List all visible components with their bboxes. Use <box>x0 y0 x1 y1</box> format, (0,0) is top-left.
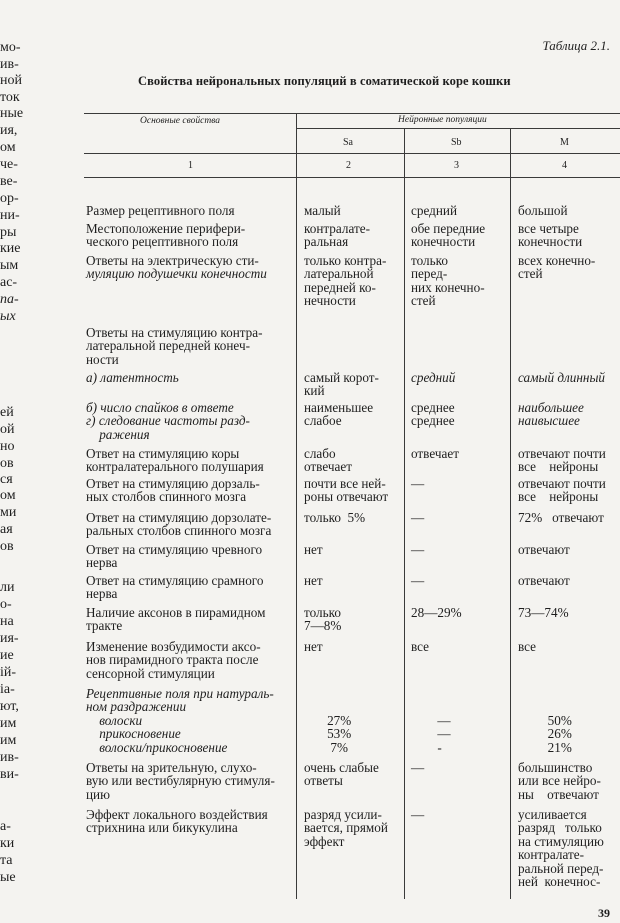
cell-m-row-10: отвечают <box>518 573 570 588</box>
cell-sb-row-5: среднее <box>411 400 455 415</box>
left-fragment: ia- <box>0 682 15 697</box>
left-fragment: ной <box>0 73 22 88</box>
left-fragment: ми <box>0 505 17 520</box>
cell-m-row-14: или все нейро- <box>518 773 601 789</box>
cell-sa-row-6: отвечает <box>304 459 352 475</box>
left-fragment: ры <box>0 225 17 240</box>
column-divider-2 <box>404 128 405 899</box>
cell-p-row-8: ральных столбов спинного мозга <box>86 523 272 539</box>
left-fragment: ов <box>0 539 14 554</box>
left-fragment: ие <box>0 648 14 663</box>
cell-m-row-6: отвечают почти <box>518 446 606 461</box>
cell-m-row-4: самый длинный <box>518 370 605 385</box>
cell-p-row-15: стрихнина или бикукулина <box>86 820 238 836</box>
left-fragment: че- <box>0 157 18 172</box>
cell-p-row-2: муляцию подушечки конечности <box>86 266 267 282</box>
cell-p-row-13: Рецептивные поля при натураль- <box>86 686 274 701</box>
cell-sb-row-2: перед- <box>411 266 448 282</box>
cell-sa-row-15: эффект <box>304 833 345 849</box>
cell-p-row-12: нов пирамидного тракта после <box>86 652 259 668</box>
cell-sa-row-1: контралате- <box>304 221 370 236</box>
cell-sa-row-2: латеральной <box>304 266 374 282</box>
cell-sa-row-13: 27% <box>304 712 352 728</box>
left-fragment: ви- <box>0 767 19 782</box>
cell-p-row-0: Размер рецептивного поля <box>86 203 235 218</box>
left-fragment: ас- <box>0 275 18 290</box>
left-fragment: ив- <box>0 57 19 72</box>
table-caption: Таблица 2.1. <box>542 38 610 53</box>
cell-sa-row-0: малый <box>304 203 341 218</box>
cell-sb-row-13: - <box>411 739 442 755</box>
cell-p-row-5: г) следование частоты разд- <box>86 413 250 429</box>
cell-sb-row-10: — <box>411 573 425 588</box>
cell-sb-row-9: — <box>411 542 425 557</box>
left-fragment: ные <box>0 106 24 121</box>
cell-sb-row-6: отвечает <box>411 446 459 461</box>
cell-sa-row-13: 7% <box>304 739 348 755</box>
left-fragment: ой <box>0 422 15 437</box>
cell-p-row-13: волоски <box>86 712 143 728</box>
cell-p-row-8: Ответ на стимуляцию дорзолате- <box>86 510 272 525</box>
cell-sb-row-1: обе передние <box>411 221 486 236</box>
left-fragment: та <box>0 853 13 868</box>
cell-m-row-2: всех конечно- <box>518 253 596 268</box>
left-fragment: ия- <box>0 631 19 646</box>
cell-m-row-15: контралате- <box>518 847 584 863</box>
cell-sb-row-8: — <box>411 510 425 525</box>
cell-p-row-9: Ответ на стимуляцию чревного <box>86 542 263 557</box>
cell-m-row-13: 21% <box>518 739 572 755</box>
cell-p-row-13: ном раздражении <box>86 699 187 715</box>
left-fragment: ым <box>0 258 19 273</box>
cell-sa-row-2: передней ко- <box>304 279 376 295</box>
left-fragment: ом <box>0 140 16 155</box>
cell-p-row-14: цию <box>86 786 110 802</box>
cell-m-row-7: все нейроны <box>518 489 599 505</box>
left-fragment: ій- <box>0 665 17 680</box>
cell-p-row-1: Местоположение перифери- <box>86 221 246 236</box>
cell-sa-row-4: самый корот- <box>304 370 379 385</box>
left-fragment: ая <box>0 522 13 537</box>
header-neuron-populations: Нейронные популяции <box>398 115 487 125</box>
left-fragment: па- <box>0 292 19 307</box>
cell-p-row-4: а) латентность <box>86 370 179 385</box>
cell-sb-row-5: среднее <box>411 413 455 429</box>
cell-sa-row-4: кий <box>304 383 325 399</box>
left-fragment: мо- <box>0 40 21 55</box>
left-fragment: им <box>0 733 17 748</box>
header-num-3: 3 <box>454 160 459 171</box>
cell-m-row-13: 50% <box>518 712 572 728</box>
table-group-rule <box>296 128 620 129</box>
cell-p-row-6: Ответ на стимуляцию коры <box>86 446 240 461</box>
left-fragment: ни- <box>0 208 20 223</box>
cell-sb-row-13: — <box>411 726 451 742</box>
cell-p-row-15: Эффект локального воздействия <box>86 807 268 822</box>
cell-m-row-1: все четыре <box>518 221 579 236</box>
header-sa: Sa <box>343 137 353 148</box>
cell-m-row-15: усиливается <box>518 807 587 822</box>
cell-sa-row-6: слабо <box>304 446 336 461</box>
left-fragment: ия, <box>0 123 18 138</box>
cell-sa-row-8: только 5% <box>304 510 366 525</box>
cell-m-row-0: большой <box>518 203 568 218</box>
cell-p-row-11: тракте <box>86 618 123 634</box>
cell-sa-row-1: ральная <box>304 234 349 250</box>
header-basic-properties: Основные свойства <box>140 116 221 126</box>
cell-m-row-15: ральной перед- <box>518 860 604 876</box>
cell-m-row-13: 26% <box>518 726 572 742</box>
left-fragment: ые <box>0 870 16 885</box>
cell-sb-row-1: конечности <box>411 234 476 250</box>
left-fragment: ор- <box>0 191 19 206</box>
cell-sa-row-11: 7—8% <box>304 618 342 634</box>
cell-sa-row-5: слабое <box>304 413 342 429</box>
cell-p-row-6: контралатерального полушария <box>86 459 264 475</box>
cell-sb-row-4: средний <box>411 370 456 385</box>
cell-p-row-3: Ответы на стимуляцию контра- <box>86 325 263 340</box>
cell-p-row-3: ности <box>86 351 119 367</box>
cell-sa-row-5: наименьшее <box>304 400 374 415</box>
left-fragment: им <box>0 716 17 731</box>
cell-p-row-7: Ответ на стимуляцию дорзаль- <box>86 476 260 491</box>
left-fragment: ей <box>0 405 14 420</box>
left-fragment: ли <box>0 580 15 595</box>
cell-sa-row-2: нечности <box>304 293 356 309</box>
table-subheader-rule <box>84 153 620 154</box>
left-fragment: но <box>0 439 15 454</box>
cell-p-row-7: ных столбов спинного мозга <box>86 489 247 505</box>
cell-sb-row-2: них конечно- <box>411 279 485 295</box>
header-num-4: 4 <box>562 160 567 171</box>
cell-m-row-8: 72% отвечают <box>518 510 604 525</box>
cell-p-row-3: латеральной передней конеч- <box>86 338 250 354</box>
left-fragment: ют, <box>0 699 19 714</box>
cell-sa-row-14: очень слабые <box>304 760 379 775</box>
cell-p-row-5: б) число спайков в ответе <box>86 400 234 415</box>
cell-m-row-14: большинство <box>518 760 593 775</box>
left-fragment: ов <box>0 456 14 471</box>
left-fragment: ся <box>0 472 13 487</box>
cell-m-row-12: все <box>518 639 537 654</box>
cell-sb-row-0: средний <box>411 203 458 218</box>
cell-sa-row-7: роны отвечают <box>304 489 389 505</box>
cell-m-row-14: ны отвечают <box>518 786 599 802</box>
cell-sa-row-10: нет <box>304 573 323 588</box>
header-num-2: 2 <box>346 160 351 171</box>
table-title: Свойства нейрональных популяций в соматической коре кошки <box>138 74 511 88</box>
left-fragment: на <box>0 614 14 629</box>
header-sb: Sb <box>451 137 462 148</box>
cell-p-row-10: нерва <box>86 586 118 602</box>
cell-sa-row-15: вается, прямой <box>304 820 388 836</box>
left-fragment: ых <box>0 309 16 324</box>
cell-m-row-15: ней конечнос- <box>518 874 601 889</box>
left-fragment: ом <box>0 488 16 503</box>
cell-sa-row-2: только контра- <box>304 253 387 268</box>
cell-p-row-11: Наличие аксонов в пирамидном <box>86 605 266 620</box>
left-fragment: кие <box>0 241 21 256</box>
cell-p-row-14: Ответы на зрительную, слухо- <box>86 760 257 775</box>
cell-sb-row-2: только <box>411 253 448 268</box>
column-divider-3 <box>510 128 511 899</box>
cell-p-row-1: ческого рецептивного поля <box>86 234 239 250</box>
cell-m-row-9: отвечают <box>518 542 570 557</box>
left-fragment: ве- <box>0 174 18 189</box>
left-fragment: а- <box>0 819 11 834</box>
table-top-rule <box>84 113 620 114</box>
cell-m-row-2: стей <box>518 266 543 282</box>
table-number-rule <box>84 177 620 178</box>
cell-sb-row-7: — <box>411 476 425 491</box>
left-fragment: ив- <box>0 750 19 765</box>
cell-m-row-11: 73—74% <box>518 605 569 620</box>
cell-sa-row-9: нет <box>304 542 323 557</box>
cell-m-row-15: разряд только <box>518 820 602 836</box>
cell-sb-row-13: — <box>411 712 451 728</box>
cell-m-row-5: наивысшее <box>518 413 580 429</box>
cell-sa-row-15: разряд усили- <box>304 807 382 822</box>
page-number: 39 <box>598 906 610 920</box>
header-m: M <box>560 137 569 148</box>
left-fragment: о- <box>0 597 12 612</box>
cell-sb-row-12: все <box>411 639 430 654</box>
cell-sb-row-11: 28—29% <box>411 605 462 620</box>
cell-p-row-9: нерва <box>86 555 118 571</box>
cell-sb-row-14: — <box>411 760 425 775</box>
cell-m-row-15: на стимуляцию <box>518 833 604 849</box>
cell-p-row-2: Ответы на электрическую сти- <box>86 253 259 268</box>
header-num-1: 1 <box>188 160 193 171</box>
cell-p-row-13: волоски/прикосновение <box>86 739 228 755</box>
cell-m-row-1: конечности <box>518 234 583 250</box>
cell-sb-row-2: стей <box>411 293 436 309</box>
cell-sa-row-13: 53% <box>304 726 352 742</box>
cell-p-row-5: ражения <box>86 426 150 442</box>
cell-p-row-14: вую или вестибулярную стимуля- <box>86 773 275 789</box>
cell-sa-row-12: нет <box>304 639 323 654</box>
cell-p-row-12: Изменение возбудимости аксо- <box>86 639 261 654</box>
cell-sa-row-11: только <box>304 605 341 620</box>
cell-sa-row-7: почти все ней- <box>304 476 386 491</box>
left-fragment: ток <box>0 90 20 105</box>
cell-p-row-12: сенсорной стимуляции <box>86 665 215 681</box>
cell-m-row-6: все нейроны <box>518 459 599 475</box>
cell-sa-row-14: ответы <box>304 773 343 789</box>
column-divider-1 <box>296 113 297 899</box>
cell-m-row-5: наибольшее <box>518 400 584 415</box>
cell-m-row-7: отвечают почти <box>518 476 606 491</box>
cell-p-row-10: Ответ на стимуляцию срамного <box>86 573 264 588</box>
cell-p-row-13: прикосновение <box>86 726 181 742</box>
left-fragment: ки <box>0 836 15 851</box>
cell-sb-row-15: — <box>411 807 425 822</box>
